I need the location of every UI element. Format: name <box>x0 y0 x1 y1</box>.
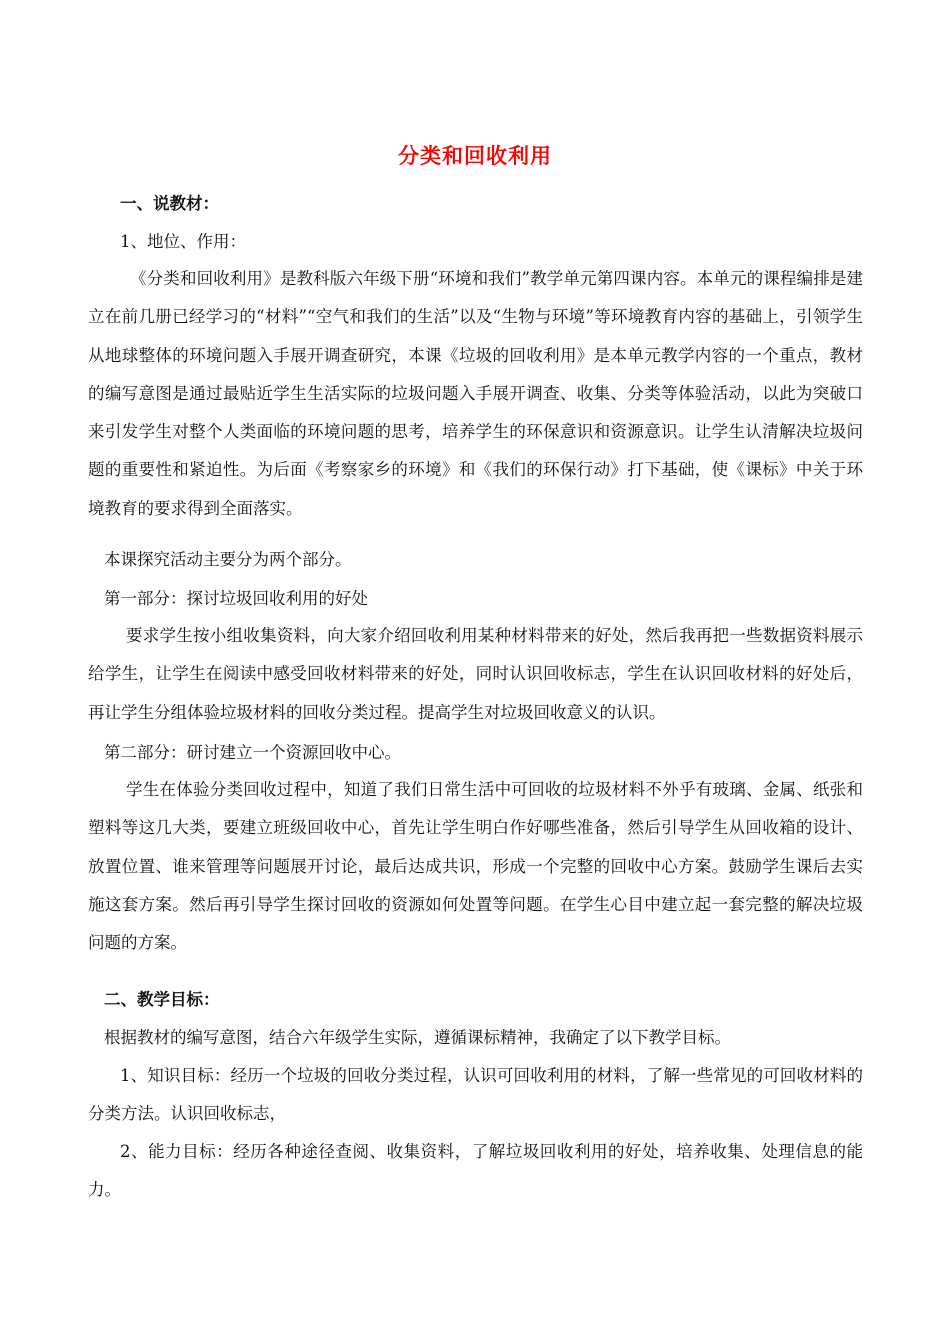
page-title: 分类和回收利用 <box>398 143 552 168</box>
section-heading-2: 二、教学目标： <box>104 990 220 1009</box>
subheading-position-role: 1、地位、作用： <box>120 232 246 251</box>
paragraph-activity-intro: 本课探究活动主要分为两个部分。 <box>104 550 352 569</box>
paragraph-goals-intro: 根据教材的编写意图，结合六年级学生实际，遵循课标精神，我确定了以下教学目标。 <box>104 1028 731 1047</box>
part-one-heading: 第一部分：探讨垃圾回收利用的好处 <box>104 589 368 608</box>
paragraph-textbook-position: 《分类和回收利用》是教科版六年级下册“环境和我们”教学单元第四课内容。本单元的课程编排是建立在前几册已经学习的“材料”“空气和我们的生活”以及“生物与环境”等环境教育内容的基础上，引领学生从地球整体的环境问题入手展开调查研究，本课《垃圾的回收利用》是本单元教学内容的一个重点，教材的编写意图是通过最贴近学生生活实际的垃圾问题入手展开调查、收集、分类等体验活动，以此为突破口来引发学生对整个人类面临的环境问题的思考，培养学生的环保意识和资源意识。让学生认清解决垃圾问题的重要性和紧迫性。为后面《考察家乡的环境》和《我们的环保行动》打下基础，使《课标》中关于环境教育的要求得到全面落实。 <box>88 269 863 518</box>
section-heading-1: 一、说教材： <box>120 194 219 213</box>
part-two-heading: 第二部分：研讨建立一个资源回收中心。 <box>104 743 401 762</box>
paragraph-part-one: 要求学生按小组收集资料，向大家介绍回收利用某种材料带来的好处，然后我再把一些数据资料展示给学生，让学生在阅读中感受回收材料带来的好处，同时认识回收标志，学生在认识回收材料的好处后，再让学生分组体验垃圾材料的回收分类过程。提高学生对垃圾回收意义的认识。 <box>88 626 863 722</box>
paragraph-part-two: 学生在体验分类回收过程中，知道了我们日常生活中可回收的垃圾材料不外乎有玻璃、金属、纸张和塑料等这几大类，要建立班级回收中心，首先让学生明白作好哪些准备，然后引导学生从回收箱的设计、放置位置、谁来管理等问题展开讨论，最后达成共识，形成一个完整的回收中心方案。鼓励学生课后去实施这套方案。然后再引导学生探讨回收的资源如何处置等问题。在学生心目中建立起一套完整的解决垃圾问题的方案。 <box>88 780 863 953</box>
goal-ability: 2、能力目标：经历各种途径查阅、收集资料，了解垃圾回收利用的好处，培养收集、处理信息的能力。 <box>88 1142 863 1200</box>
goal-knowledge: 1、知识目标：经历一个垃圾的回收分类过程，认识可回收利用的材料，了解一些常见的可回收材料的分类方法。认识回收标志， <box>88 1066 863 1124</box>
